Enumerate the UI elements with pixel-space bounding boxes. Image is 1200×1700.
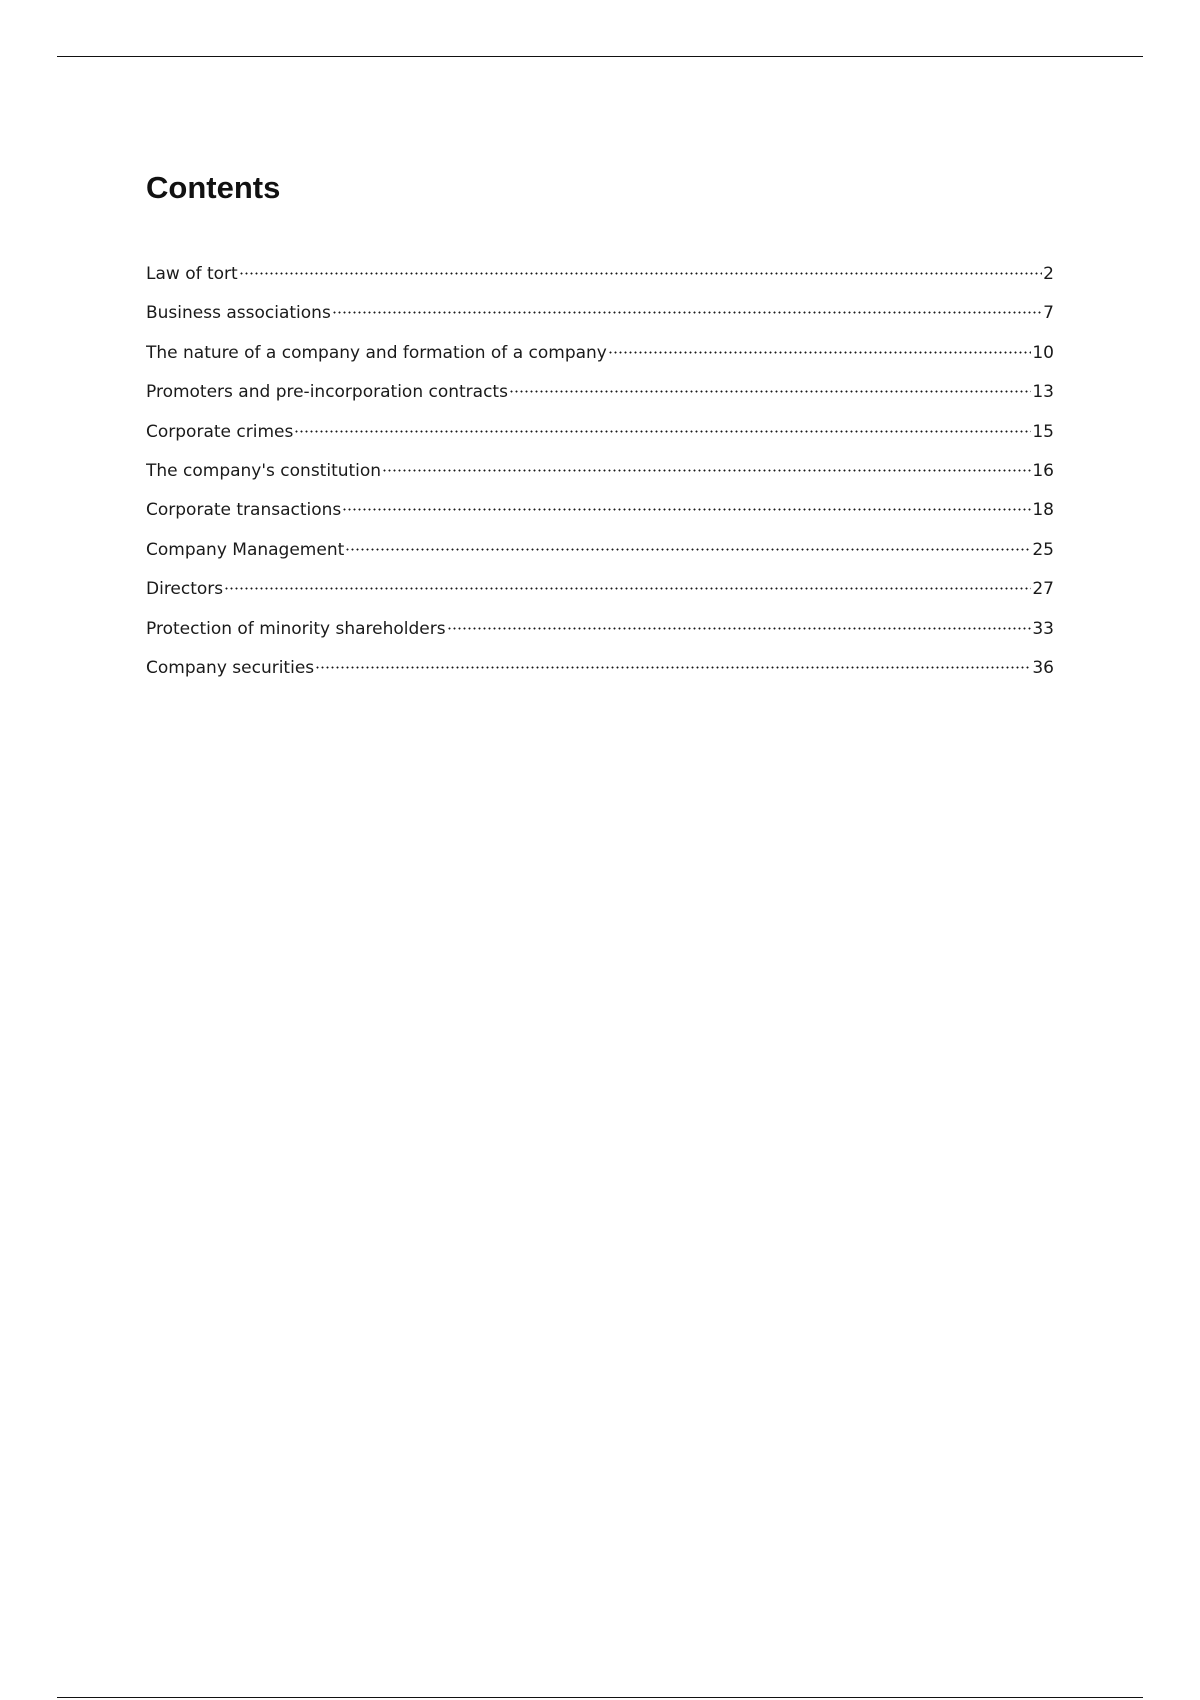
dot-leader [509,390,1031,393]
toc-entry-title: Corporate transactions [146,500,342,521]
toc-entry-page: 33 [1032,618,1054,639]
toc-entry-title: Company Management [146,539,345,560]
toc-entry[interactable] [146,262,1054,301]
toc-entry-page: 2 [1043,264,1054,284]
toc-entry-page: 13 [1032,382,1054,403]
toc-entry[interactable] [146,459,1054,498]
toc-entry-title: The company's constitution [146,460,382,481]
toc-entry-title: Company securities [146,657,315,678]
toc-entry-page: 27 [1032,579,1054,600]
dot-leader [315,666,1031,669]
toc-entry-title: Protection of minority shareholders [146,618,446,639]
toc-entry[interactable] [146,380,1054,419]
toc-entry-page: 25 [1032,539,1054,560]
toc-entry-page: 36 [1032,657,1054,678]
dot-leader [224,587,1031,590]
toc-entry[interactable] [146,301,1054,340]
toc-entry-page: 18 [1032,500,1054,521]
dot-leader [447,627,1032,630]
dot-leader [342,508,1031,511]
toc-entry-title: The nature of a company and formation of a company [146,342,607,363]
toc-entry-title: Corporate crimes [146,421,294,442]
dot-leader [345,548,1031,551]
toc-entry-title: Directors [146,579,224,600]
dot-leader [294,430,1031,433]
toc-entry-page: 7 [1043,303,1054,324]
toc-entry[interactable] [146,538,1054,577]
dot-leader [608,351,1031,354]
toc-entry-page: 15 [1032,421,1054,442]
toc-entry[interactable] [146,498,1054,537]
footer-rule [57,1697,1143,1698]
toc-entry-title: Law of tort [146,264,238,284]
dot-leader [332,311,1042,314]
dot-leader [239,272,1042,275]
toc-heading: Contents [146,170,281,205]
toc-entry-page: 10 [1032,342,1054,363]
toc-entry[interactable] [146,577,1054,616]
toc-entry-title: Promoters and pre-incorporation contracts [146,382,508,403]
toc-entry-title: Business associations [146,303,331,324]
toc-entry[interactable] [146,420,1054,459]
toc-entry[interactable] [146,617,1054,656]
dot-leader [382,469,1031,472]
toc-entry[interactable] [146,341,1054,380]
header-rule [57,56,1143,57]
toc-entry-page: 16 [1032,460,1054,481]
toc-entry[interactable] [146,656,1054,695]
table-of-contents [146,262,1054,695]
